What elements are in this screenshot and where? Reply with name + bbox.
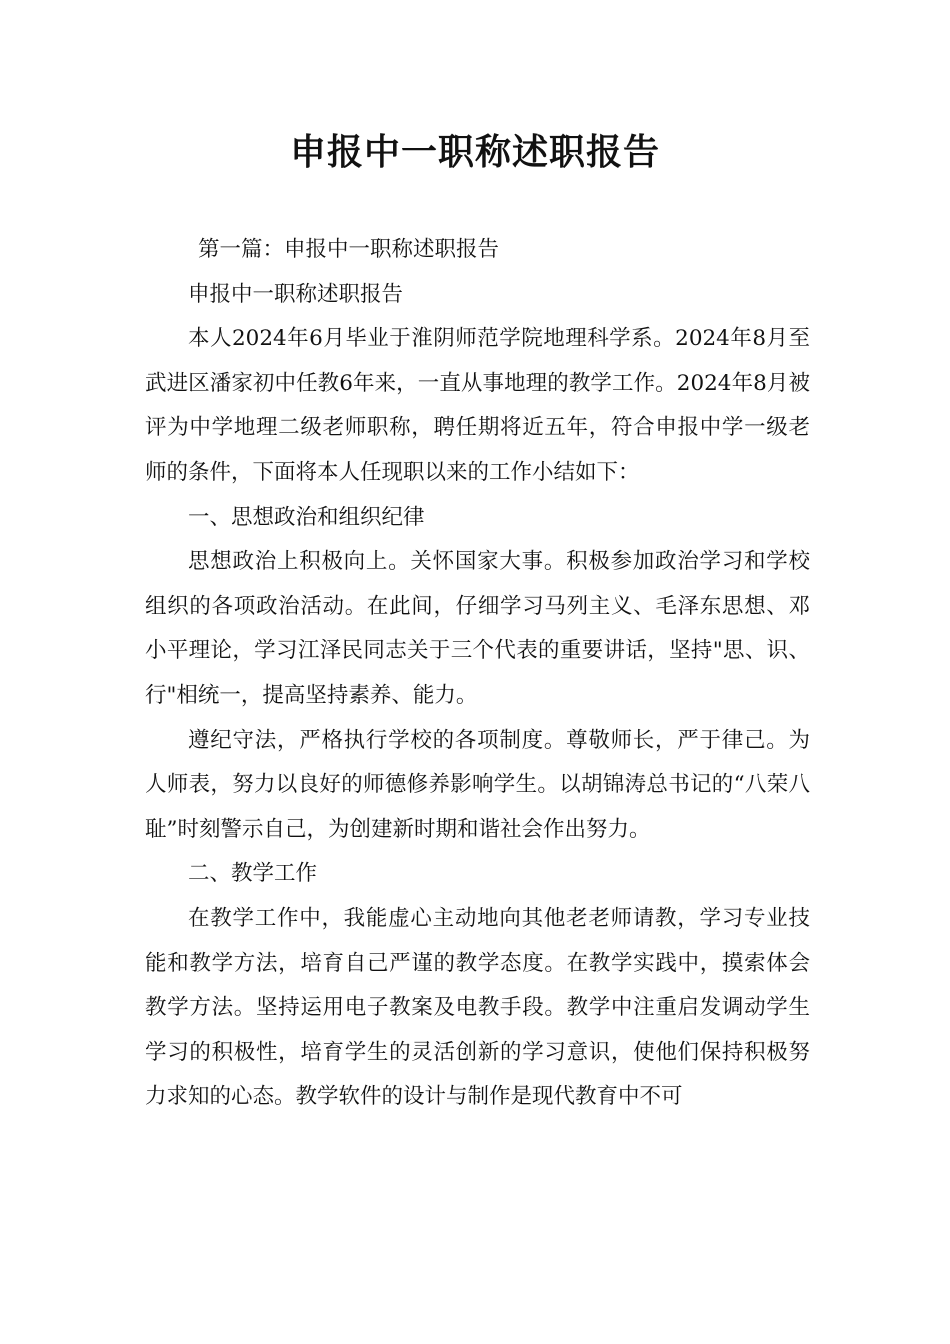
- teaching-paragraph: 在教学工作中，我能虚心主动地向其他老老师请教，学习专业技能和教学方法，培育自己严谨的教学态度。在教学实践中，摸索体会教学方法。坚持运用电子教案及电教手段。教学中注重启发调动学生学习的积极性，培育学生的灵活创新的学习意识，使他们保持积极努力求知的心态。教学软件的设计与制作是现代教育中不可: [145, 905, 810, 1110]
- politics-paragraph: 思想政治上积极向上。关怀国家大事。积极参加政治学习和学校组织的各项政治活动。在此间，仔细学习马列主义、毛泽东思想、邓小平理论，学习江泽民同志关于三个代表的重要讲话，坚持"思、识、行"相统一，提高坚持素养、能力。: [145, 549, 810, 708]
- subtitle-paragraph: 申报中一职称述职报告: [188, 281, 404, 307]
- document-body: [145, 228, 810, 1120]
- document-title: 申报中一职称述职报告: [289, 132, 660, 173]
- section-heading-part-one: 第一篇：申报中一职称述职报告: [198, 237, 500, 262]
- discipline-paragraph: 遵纪守法，严格执行学校的各项制度。尊敬师长，严于律己。为人师表，努力以良好的师德修养影响学生。以胡锦涛总书记的“八荣八耻”时刻警示自己，为创建新时期和谐社会作出努力。: [145, 727, 810, 842]
- section-heading-teaching: 二、教学工作: [188, 861, 318, 887]
- intro-paragraph: 本人2024年6月毕业于淮阴师范学院地理科学系。2024年8月至武进区潘家初中任教6年来，一直从事地理的教学工作。2024年8月被评为中学地理二级老师职称，聘任期将近五年，符合申报中学一级老师的条件，下面将本人任现职以来的工作小结如下：: [145, 326, 810, 485]
- section-heading-politics: 一、思想政治和组织纪律: [188, 504, 425, 530]
